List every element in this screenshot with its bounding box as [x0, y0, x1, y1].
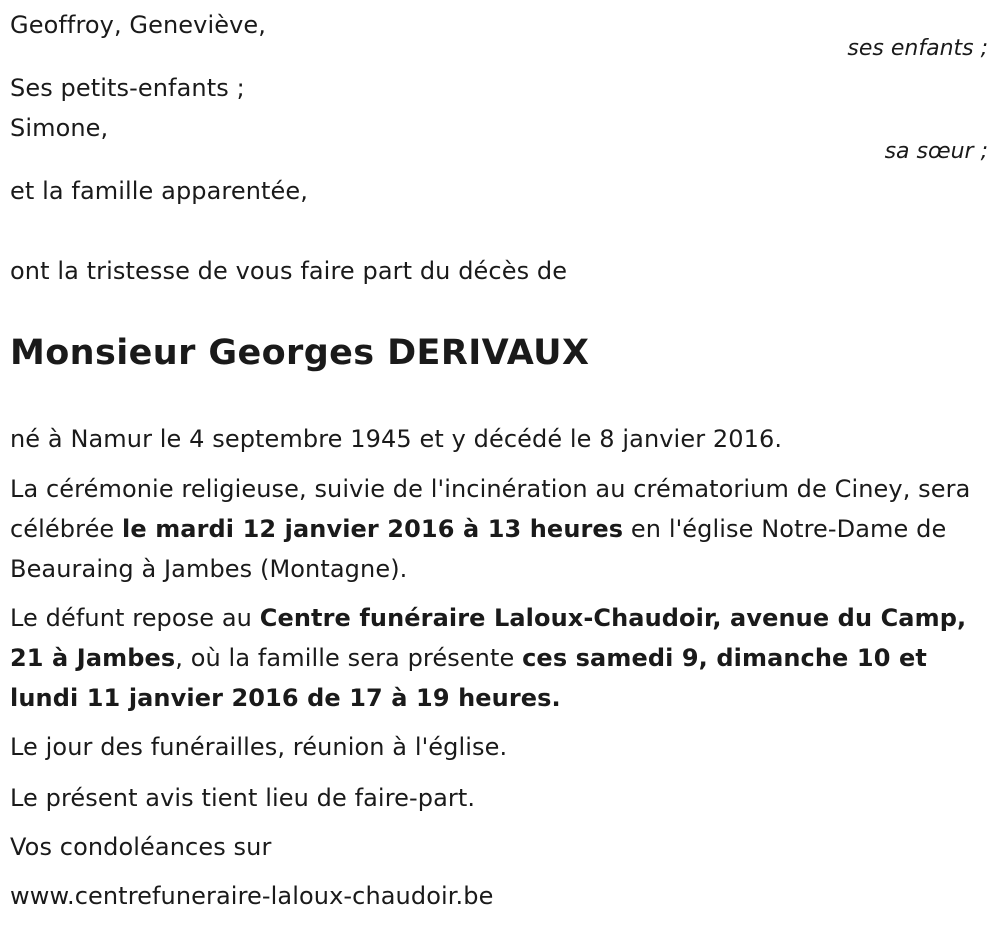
notice-statement: Le présent avis tient lieu de faire-part.: [10, 784, 476, 812]
announcement: ont la tristesse de vous faire part du décès de: [10, 257, 568, 285]
sister-name: Simone,: [10, 114, 109, 142]
relatives: et la famille apparentée,: [10, 177, 309, 205]
funeral-meeting: Le jour des funérailles, réunion à l'église.: [10, 733, 508, 761]
children-role: ses enfants ;: [847, 36, 988, 61]
visitation-schedule: ces samedi 9, dimanche 10 et lundi 11 janvier 2016 de 17 à 19 heures.: [10, 644, 927, 712]
ceremony-intro: La cérémonie religieuse, suivie de l'incinération au crématorium de Ciney, sera célébrée: [10, 475, 971, 543]
website-link[interactable]: www.centrefuneraire-laloux-chaudoir.be: [10, 882, 494, 910]
visitation-middle: , où la famille sera présente: [175, 644, 523, 672]
birth-death-info: né à Namur le 4 septembre 1945 et y décédé le 8 janvier 2016.: [10, 425, 783, 453]
visitation-intro: Le défunt repose au: [10, 604, 260, 632]
sister-role: sa sœur ;: [884, 139, 988, 164]
ceremony-paragraph: [10, 469, 985, 589]
children-names: Geoffroy, Geneviève,: [10, 11, 267, 39]
deceased-name: Monsieur Georges DERIVAUX: [10, 333, 590, 373]
grandchildren: Ses petits-enfants ;: [10, 74, 245, 102]
visitation-location: Centre funéraire Laloux-Chaudoir, avenue du Camp, 21 à Jambes: [10, 604, 967, 672]
visitation-paragraph: [10, 598, 985, 718]
ceremony-place: en l'église Notre-Dame de Beauraing à Jambes (Montagne).: [10, 515, 947, 583]
condolences-label: Vos condoléances sur: [10, 833, 272, 861]
ceremony-datetime: le mardi 12 janvier 2016 à 13 heures: [122, 515, 624, 543]
